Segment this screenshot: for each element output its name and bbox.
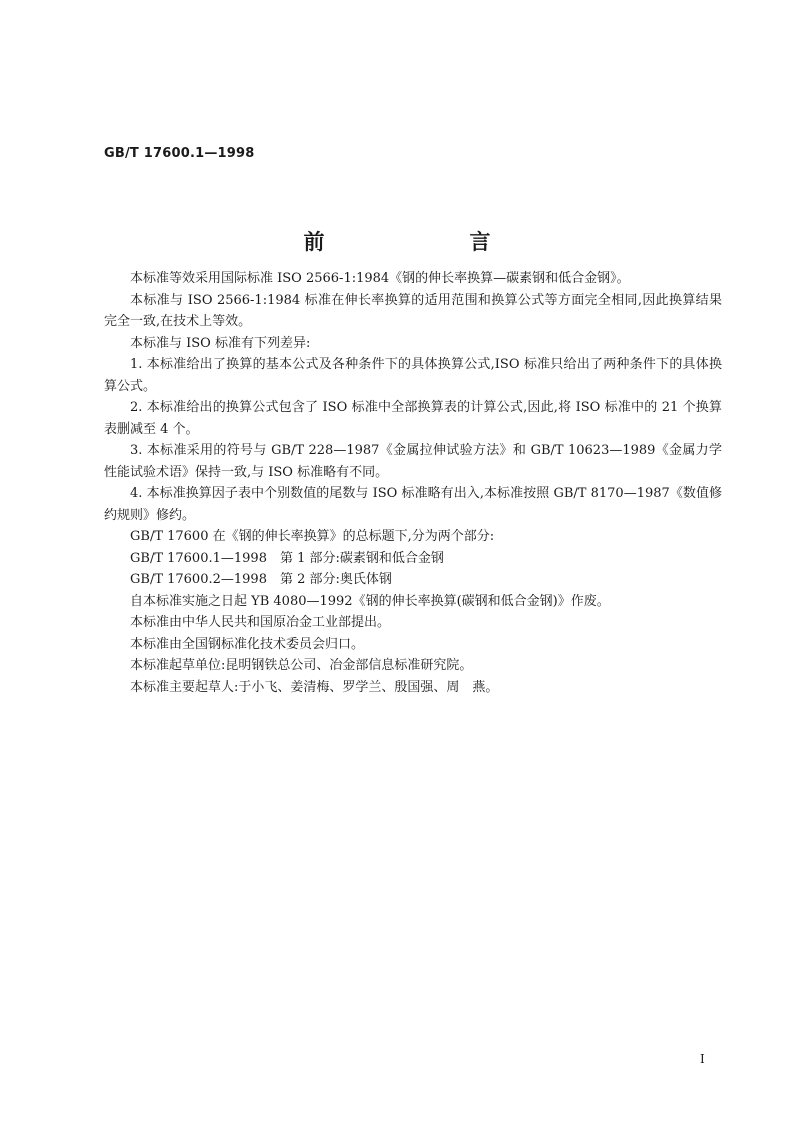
paragraph-superseded: 自本标准实施之日起 YB 4080—1992《钢的伸长率换算(碳钢和低合金钢)》作废。 bbox=[130, 593, 610, 609]
paragraph-scope: 本标准与 ISO 2566-1:1984 标准在伸长率换算的适用范围和换算公式等方面完全相同,因此换算结果完全一致,在技术上等效。 bbox=[104, 292, 722, 329]
paragraph-difference-4: 4. 本标准换算因子表中个别数值的尾数与 ISO 标准略有出入,本标准按照 GB/T 8170—1987《数值修约规则》修约。 bbox=[104, 486, 722, 523]
paragraph-difference-3: 3. 本标准采用的符号与 GB/T 228—1987《金属拉伸试验方法》和 GB/T 10623—1989《金属力学性能试验术语》保持一致,与 ISO 标准略有不同。 bbox=[104, 443, 722, 480]
paragraph-difference-2: 2. 本标准给出的换算公式包含了 ISO 标准中全部换算表的计算公式,因此,将 ISO 标准中的 21 个换算表删减至 4 个。 bbox=[104, 400, 722, 437]
foreword-body bbox=[104, 268, 722, 698]
paragraph-difference-1: 1. 本标准给出了换算的基本公式及各种条件下的具体换算公式,ISO 标准只给出了两种条件下的具体换算公式。 bbox=[104, 357, 722, 394]
paragraph-part-2: GB/T 17600.2—1998 第 2 部分:奥氏体钢 bbox=[130, 572, 392, 587]
standard-code: GB/T 17600.1—1998 bbox=[104, 146, 255, 161]
paragraph-drafters: 本标准主要起草人:于小飞、姜清梅、罗学兰、殷国强、周 燕。 bbox=[130, 679, 499, 695]
paragraph-proposed-by: 本标准由中华人民共和国原冶金工业部提出。 bbox=[130, 615, 391, 630]
paragraph-differences-intro: 本标准与 ISO 标准有下列差异: bbox=[130, 335, 311, 351]
paragraph-centralized-by: 本标准由全国钢标准化技术委员会归口。 bbox=[130, 636, 365, 652]
paragraph-part-1: GB/T 17600.1—1998 第 1 部分:碳素钢和低合金钢 bbox=[130, 550, 444, 566]
page-number: I bbox=[700, 1052, 705, 1066]
paragraph-equivalence: 本标准等效采用国际标准 ISO 2566-1:1984《钢的伸长率换算—碳素钢和低合金钢》。 bbox=[130, 271, 630, 286]
page-title: 前 言 bbox=[303, 230, 553, 254]
paragraph-drafting-units: 本标准起草单位:昆明钢铁总公司、冶金部信息标准研究院。 bbox=[130, 658, 473, 673]
paragraph-parts-intro: GB/T 17600 在《钢的伸长率换算》的总标题下,分为两个部分: bbox=[130, 529, 495, 544]
